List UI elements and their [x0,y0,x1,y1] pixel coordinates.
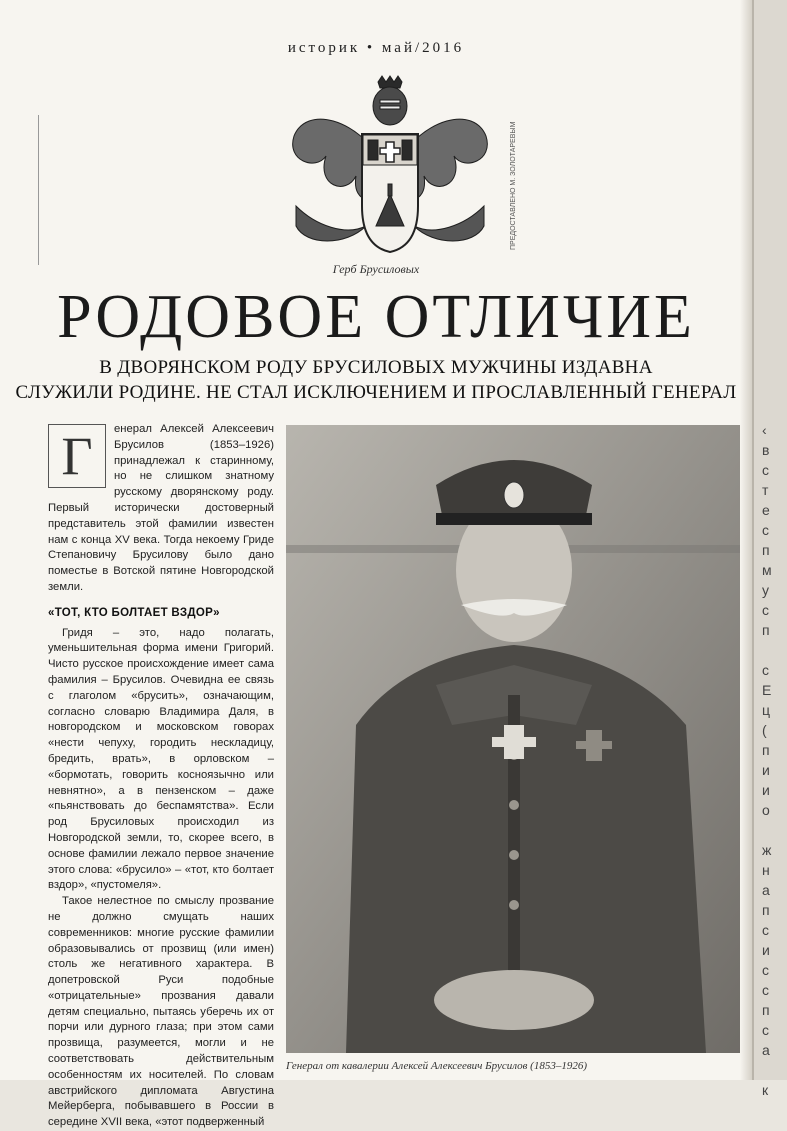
article-subtitle [0,355,752,405]
adjacent-page-edge [752,0,787,1098]
image-credit: ПРЕДОСТАВЛЕНО М. ЗОЛОТАРЕВЫМ [510,121,517,250]
drop-cap: Г [48,424,106,488]
section-heading: «ТОТ, КТО БОЛТАЕТ ВЗДОР» [48,606,220,619]
paragraph-2: Гридя – это, надо полагать, уменьшительная форма имени Григорий. Чисто русское происхождение имеет сама фамилия – Брусилов. Очевидна ее связь с глаголом «брусить», означающим, согласно словарю Владимира Даля, в новгородском и московском говорах «нести чепуху, городить нескладицу, бредить, врать», в орловском – «бормотать, говорить косноязычно или невнятно», а в пензенском – даже «пьянствовать до беспамятства». Если род Брусиловых происходил из Новгородской земли, то, скорее всего, в основе фамилии лежало первое значение этого слова: «брусило» – «тот, кто болтает вздор», «пустомеля». [48,626,274,892]
adjacent-page-text: ‹ в с т е с п м у с п с Е ц ( п и и о ж н а п с и с с п с а к [762,422,772,1098]
article-text-column [48,422,274,1131]
photo-caption: Генерал от кавалерии Алексей Алексеевич Брусилов (1853–1926) [286,1060,587,1072]
general-portrait-photo [286,425,742,1053]
subtitle-line-1: В ДВОРЯНСКОМ РОДУ БРУСИЛОВЫХ МУЖЧИНЫ ИЗДАВНА [99,357,653,378]
coat-of-arms-caption: Герб Брусиловых [332,262,420,276]
subtitle-line-2: СЛУЖИЛИ РОДИНЕ. НЕ СТАЛ ИСКЛЮЧЕНИЕМ И ПРОСЛАВЛЕННЫЙ ГЕНЕРАЛ [15,382,737,403]
coat-of-arms-image [286,76,494,256]
margin-rule [38,115,39,265]
running-head: историк • май/2016 [287,40,465,56]
paragraph-1: енерал Алексей Алексеевич Брусилов (1853–1926) принадлежал к старинному, но не слишком знатному русскому дворянскому роду. Первый исторически достоверный представитель этой фамилии известен нам с конца XV века. Тогда некоему Гриде Степановичу Брусилову было дано поместье в Вотской пятине Новгородской земли. [48,423,274,593]
article-title: РОДОВОЕ ОТЛИЧИЕ [57,283,695,351]
paragraph-3: Такое нелестное по смыслу прозвание не должно смущать наших современников: многие русские фамилии образовывались от прозвищ (или имен) столь же негативного характера. В допетровской Руси подобные «отрицательные» прозвания давали детям специально, пытаясь уберечь их от порчи или дурного глаза; при этом сами прозвища, разумеется, могли и не соответствовать действительным особенностям их носителей. По словам австрийского дипломата Августина Мейерберга, побывавшего в России в середине XVII века, «этот подверженный [48,895,274,1129]
